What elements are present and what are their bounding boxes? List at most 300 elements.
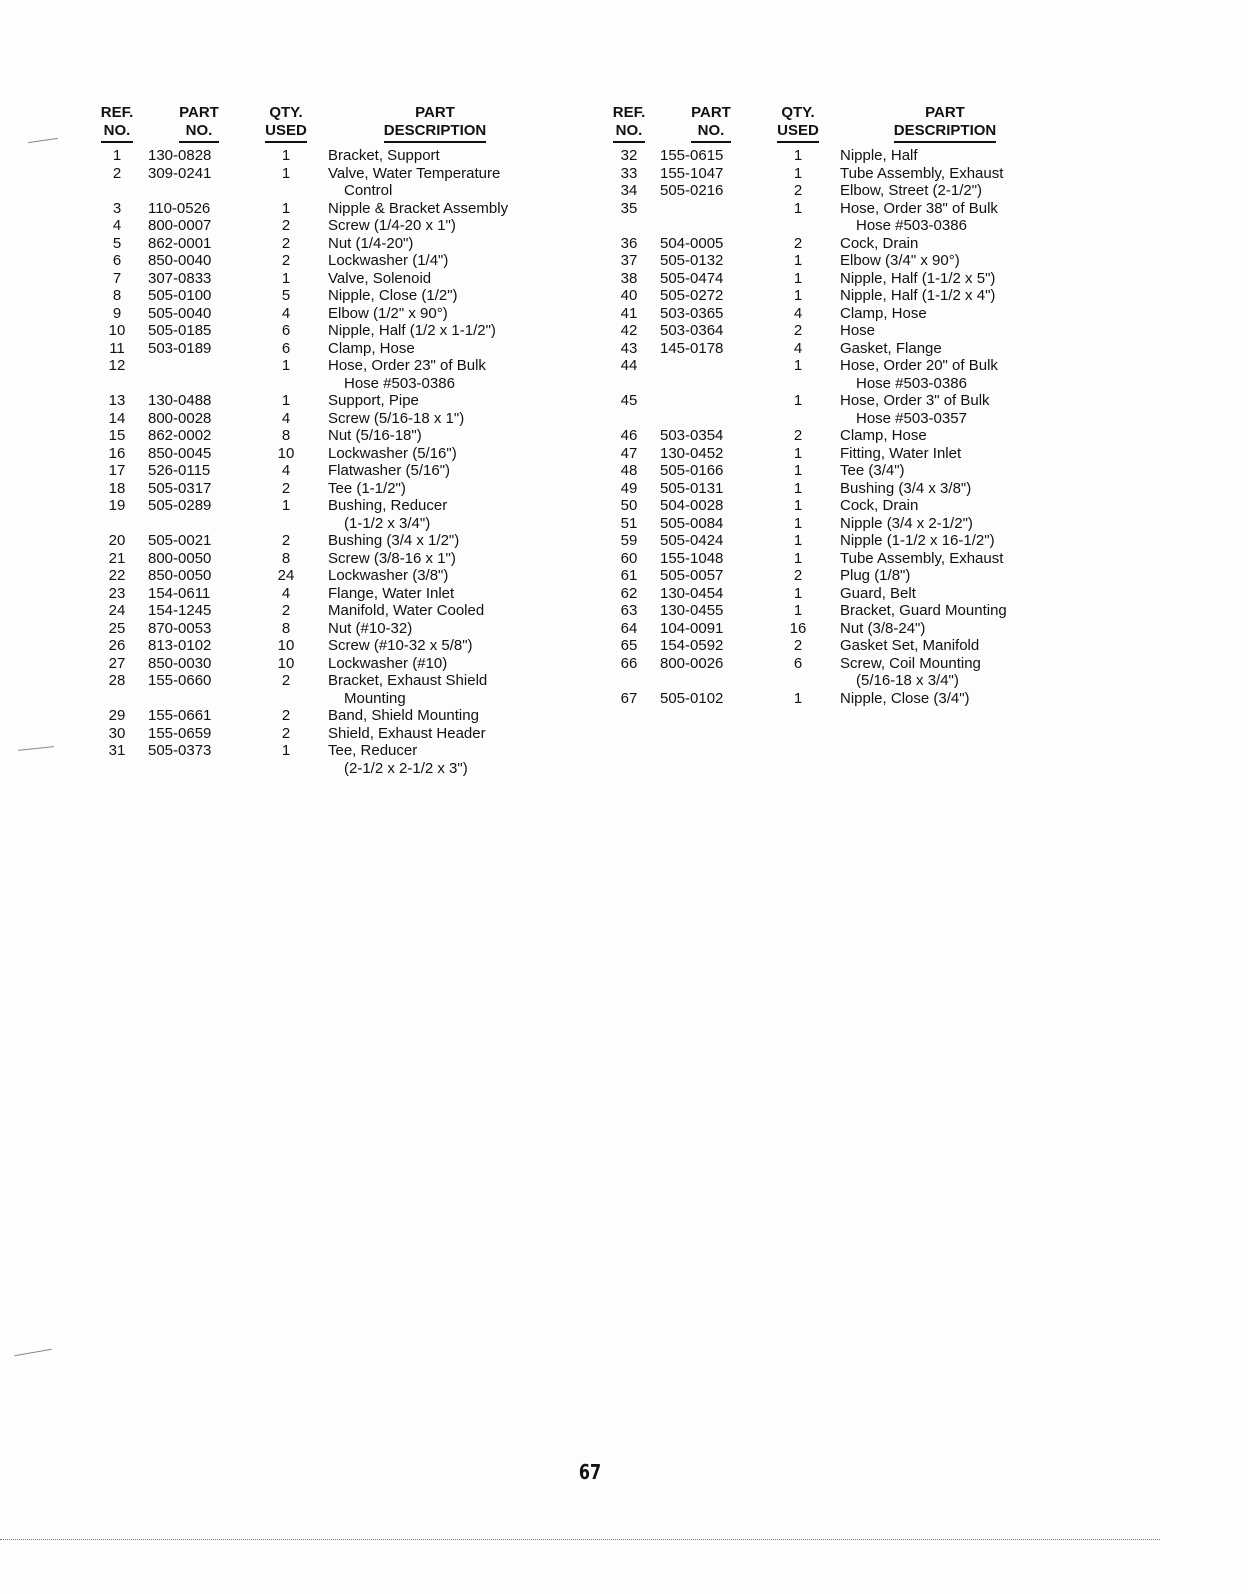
header-part-line2: NO. [697, 122, 725, 139]
part-description [322, 742, 542, 777]
header-desc-line1: PART [415, 104, 455, 121]
part-description [834, 462, 1050, 480]
part-no [654, 200, 762, 235]
ref-no: 19 [108, 497, 126, 514]
part-description [834, 357, 1050, 392]
part-no: 503-0364 [660, 322, 724, 339]
ref-no: 42 [620, 322, 638, 339]
qty-used: 1 [281, 269, 291, 287]
part-no: 503-0365 [660, 304, 724, 322]
part-no: 505-0166 [660, 462, 724, 479]
qty-used: 2 [793, 567, 803, 584]
part-no: 800-0028 [148, 409, 212, 427]
ref-no: 60 [620, 549, 638, 567]
header-ref-line1: REF. [612, 104, 646, 121]
part-no: 155-1048 [660, 549, 724, 567]
table-row [604, 305, 1050, 323]
part-description [322, 340, 542, 358]
description-line: Screw (#10-32 x 5/8") [328, 637, 473, 654]
part-no: 526-0115 [148, 462, 211, 479]
description-continuation: Mounting [344, 689, 406, 707]
table-row [92, 462, 542, 480]
header-desc-line1: PART [925, 104, 965, 121]
table-row [92, 165, 542, 200]
ref-no: 11 [109, 339, 125, 357]
description-continuation: Control [344, 182, 393, 199]
qty-used: 10 [277, 444, 295, 462]
description-continuation: (2-1/2 x 2-1/2 x 3") [344, 759, 468, 777]
qty-used: 1 [793, 479, 803, 497]
ref-no: 67 [620, 689, 638, 707]
part-no: 130-0488 [148, 392, 212, 409]
qty-used: 1 [793, 147, 803, 164]
table-row [92, 410, 542, 428]
ref-no: 15 [108, 427, 126, 444]
part-description [322, 497, 542, 532]
header-ref-line2: NO. [103, 122, 131, 139]
description-line: Nut (1/4-20") [328, 234, 414, 252]
ref-no: 65 [620, 637, 638, 654]
table-row [604, 235, 1050, 253]
part-no: 505-0216 [660, 182, 724, 199]
part-no: 813-0102 [148, 637, 212, 654]
table-row [604, 515, 1050, 533]
part-description [834, 252, 1050, 270]
table-row [604, 480, 1050, 498]
part-description [322, 620, 542, 638]
part-no: 154-0611 [148, 584, 211, 602]
part-no: 505-0289 [148, 497, 212, 514]
part-description [322, 445, 542, 463]
description-line: Gasket, Flange [840, 339, 942, 357]
ref-no: 37 [620, 252, 638, 269]
description-line: Valve, Water Temperature [328, 164, 501, 182]
table-row [92, 672, 542, 707]
part-description [322, 532, 542, 550]
description-line: Screw, Coil Mounting [840, 654, 981, 672]
part-description [322, 200, 542, 218]
part-description [834, 322, 1050, 340]
part-description [834, 655, 1050, 690]
ref-no: 1 [112, 147, 122, 164]
scan-edge-mark [14, 1349, 52, 1357]
table-row [604, 147, 1050, 165]
qty-used: 1 [793, 602, 803, 619]
table-row [92, 357, 542, 392]
table-row [604, 200, 1050, 235]
ref-no: 51 [620, 514, 638, 532]
part-description [322, 427, 542, 445]
table-row [604, 427, 1050, 445]
part-description [834, 147, 1050, 165]
description-line: Clamp, Hose [840, 427, 927, 444]
qty-used: 2 [281, 672, 291, 689]
description-line: Screw (5/16-18 x 1") [328, 409, 465, 427]
ref-no: 21 [108, 549, 126, 567]
part-no [142, 357, 250, 392]
description-line: Hose, Order 20" of Bulk [840, 357, 998, 374]
description-line: Nipple, Half [840, 147, 918, 164]
part-no: 505-0373 [148, 742, 212, 759]
table-row [92, 235, 542, 253]
description-line: Hose [840, 322, 876, 339]
part-description [834, 620, 1050, 638]
ref-no: 35 [620, 199, 638, 217]
table-row [604, 357, 1050, 392]
table-row [92, 602, 542, 620]
part-description [834, 602, 1050, 620]
table-header [604, 104, 1050, 143]
part-no: 130-0452 [660, 444, 724, 462]
part-description [834, 515, 1050, 533]
qty-used: 1 [793, 497, 803, 514]
ref-no: 2 [112, 164, 122, 182]
part-description [322, 217, 542, 235]
ref-no: 31 [108, 742, 126, 759]
part-description [322, 725, 542, 743]
part-no: 504-0005 [660, 234, 724, 252]
ref-no: 34 [620, 182, 638, 199]
qty-used: 1 [793, 584, 803, 602]
qty-used: 1 [281, 497, 291, 514]
description-continuation: (5/16-18 x 3/4") [856, 672, 959, 689]
part-description [834, 637, 1050, 655]
description-line: Nut (3/8-24") [840, 619, 926, 637]
part-description [834, 427, 1050, 445]
part-description [834, 690, 1050, 708]
qty-used: 1 [793, 357, 803, 374]
part-description [834, 340, 1050, 358]
table-row [92, 742, 542, 777]
ref-no: 26 [108, 637, 126, 654]
qty-used: 1 [793, 164, 803, 182]
header-qty-line1: QTY. [781, 104, 815, 121]
ref-no: 64 [620, 619, 638, 637]
description-line: Nipple (3/4 x 2-1/2") [840, 514, 973, 532]
qty-used: 4 [281, 584, 291, 602]
part-no: 503-0189 [148, 339, 212, 357]
description-line: Bushing, Reducer [328, 497, 448, 514]
description-line: Nipple, Close (3/4") [840, 689, 970, 707]
ref-no: 22 [108, 567, 126, 584]
ref-no: 27 [108, 654, 126, 672]
ref-no: 25 [108, 619, 126, 637]
ref-no: 48 [620, 462, 638, 479]
part-no: 505-0474 [660, 269, 724, 287]
part-no: 145-0178 [660, 339, 724, 357]
description-line: Cock, Drain [840, 234, 919, 252]
part-description [322, 672, 542, 707]
description-line: Lockwasher (5/16") [328, 444, 457, 462]
table-row [604, 585, 1050, 603]
part-no: 505-0100 [148, 287, 212, 304]
part-description [834, 270, 1050, 288]
qty-used: 1 [793, 199, 803, 217]
table-row [604, 620, 1050, 638]
qty-used: 2 [793, 637, 803, 654]
description-line: Guard, Belt [840, 584, 916, 602]
qty-used: 1 [793, 269, 803, 287]
table-row [604, 252, 1050, 270]
qty-used: 1 [281, 147, 291, 164]
part-no: 155-1047 [660, 164, 724, 182]
part-description [834, 480, 1050, 498]
part-no: 503-0354 [660, 427, 724, 444]
part-no: 155-0661 [148, 707, 212, 724]
table-row [92, 270, 542, 288]
ref-no: 32 [620, 147, 638, 164]
ref-no: 5 [112, 234, 122, 252]
description-line: Nipple & Bracket Assembly [328, 199, 509, 217]
qty-used: 1 [793, 444, 803, 462]
qty-used: 1 [793, 532, 803, 549]
table-row [604, 340, 1050, 358]
table-row [604, 532, 1050, 550]
qty-used: 6 [281, 322, 291, 339]
scan-bottom-rule [0, 1539, 1160, 1540]
table-header [92, 104, 542, 143]
ref-no: 62 [620, 584, 638, 602]
table-row [92, 532, 542, 550]
part-no: 155-0660 [148, 672, 212, 689]
description-line: Elbow, Street (2-1/2") [840, 182, 983, 199]
description-line: Shield, Exhaust Header [328, 724, 486, 742]
description-line: Lockwasher (3/8") [328, 567, 449, 584]
description-line: Nipple, Half (1-1/2 x 5") [840, 269, 996, 287]
description-line: Manifold, Water Cooled [328, 602, 485, 619]
part-description [322, 322, 542, 340]
table-row [92, 200, 542, 218]
description-line: Elbow (3/4" x 90°) [840, 252, 960, 269]
part-no: 309-0241 [148, 164, 212, 182]
header-ref-line1: REF. [100, 104, 134, 121]
ref-no: 38 [620, 269, 638, 287]
part-no: 850-0045 [148, 444, 212, 462]
table-row [604, 445, 1050, 463]
header-desc-line2: DESCRIPTION [383, 122, 487, 139]
qty-used: 8 [281, 619, 291, 637]
ref-no: 40 [620, 287, 638, 304]
description-line: Hose, Order 23" of Bulk [328, 357, 486, 374]
qty-used: 4 [281, 409, 291, 427]
ref-no: 4 [112, 217, 122, 234]
description-line: Cock, Drain [840, 497, 919, 514]
part-no: 850-0050 [148, 567, 212, 584]
qty-used: 2 [281, 532, 291, 549]
ref-no: 36 [620, 234, 638, 252]
table-row [92, 585, 542, 603]
qty-used: 2 [281, 234, 291, 252]
part-description [834, 182, 1050, 200]
description-line: Band, Shield Mounting [328, 707, 479, 724]
description-line: Bracket, Support [328, 147, 440, 164]
ref-no: 14 [108, 409, 126, 427]
qty-used: 24 [277, 567, 295, 584]
header-qty-line2: USED [265, 122, 307, 139]
ref-no: 23 [108, 584, 126, 602]
description-continuation: Hose #503-0386 [344, 374, 455, 392]
table-row [92, 445, 542, 463]
table-row [92, 392, 542, 410]
part-no: 104-0091 [660, 619, 724, 637]
part-no: 505-0057 [660, 567, 724, 584]
header-qty-line1: QTY. [269, 104, 303, 121]
description-line: Elbow (1/2" x 90°) [328, 304, 448, 322]
header-part-line2: NO. [185, 122, 213, 139]
description-continuation: Hose #503-0386 [856, 374, 967, 392]
part-no: 130-0828 [148, 147, 212, 164]
header-desc-line2: DESCRIPTION [893, 122, 997, 139]
part-description [834, 585, 1050, 603]
part-no: 505-0040 [148, 304, 212, 322]
part-description [322, 550, 542, 568]
description-line: Fitting, Water Inlet [840, 444, 962, 462]
part-no [654, 357, 762, 392]
part-description [322, 252, 542, 270]
qty-used: 1 [281, 199, 291, 217]
ref-no: 8 [112, 287, 122, 304]
part-no: 130-0455 [660, 602, 724, 619]
part-description [322, 585, 542, 603]
ref-no: 45 [620, 392, 638, 409]
ref-no: 7 [112, 269, 122, 287]
part-no: 800-0050 [148, 549, 212, 567]
qty-used: 1 [793, 252, 803, 269]
header-qty-line2: USED [777, 122, 819, 139]
description-line: Hose, Order 38" of Bulk [840, 199, 998, 217]
part-description [834, 235, 1050, 253]
part-description [322, 567, 542, 585]
table-row [604, 462, 1050, 480]
qty-used: 6 [793, 654, 803, 672]
part-no [654, 392, 762, 427]
qty-used: 10 [277, 637, 295, 654]
table-row [92, 480, 542, 498]
table-row [92, 305, 542, 323]
ref-no: 29 [108, 707, 126, 724]
table-row [604, 690, 1050, 708]
description-line: Clamp, Hose [328, 339, 415, 357]
ref-no: 49 [620, 479, 638, 497]
ref-no: 50 [620, 497, 638, 514]
ref-no: 6 [112, 252, 122, 269]
table-row [92, 550, 542, 568]
qty-used: 2 [281, 724, 291, 742]
part-no: 850-0030 [148, 654, 212, 672]
ref-no: 24 [108, 602, 126, 619]
part-no: 505-0424 [660, 532, 724, 549]
ref-no: 61 [620, 567, 638, 584]
part-description [322, 305, 542, 323]
description-line: Bracket, Guard Mounting [840, 602, 1007, 619]
part-no: 505-0131 [660, 479, 724, 497]
part-description [322, 235, 542, 253]
qty-used: 4 [281, 304, 291, 322]
rows-left [92, 147, 542, 777]
scan-edge-mark [28, 138, 58, 143]
ref-no: 63 [620, 602, 638, 619]
qty-used: 16 [789, 619, 807, 637]
table-row [604, 567, 1050, 585]
table-row [604, 322, 1050, 340]
part-description [834, 550, 1050, 568]
table-row [604, 270, 1050, 288]
description-line: Bracket, Exhaust Shield [328, 672, 488, 689]
table-row [92, 707, 542, 725]
qty-used: 4 [793, 339, 803, 357]
part-no: 800-0007 [148, 217, 212, 234]
qty-used: 1 [793, 462, 803, 479]
description-line: Tee (1-1/2") [328, 479, 406, 497]
table-row [92, 287, 542, 305]
part-description [322, 707, 542, 725]
ref-no: 10 [108, 322, 126, 339]
part-description [834, 305, 1050, 323]
qty-used: 1 [281, 742, 291, 759]
description-line: Bushing (3/4 x 3/8") [840, 479, 972, 497]
description-line: Hose, Order 3" of Bulk [840, 392, 990, 409]
ref-no: 33 [620, 164, 638, 182]
table-row [604, 165, 1050, 183]
ref-no: 13 [108, 392, 126, 409]
part-no: 110-0526 [148, 199, 211, 217]
ref-no: 20 [108, 532, 126, 549]
description-line: Screw (1/4-20 x 1") [328, 217, 456, 234]
description-line: Nut (#10-32) [328, 619, 413, 637]
part-no: 505-0185 [148, 322, 212, 339]
table-row [92, 217, 542, 235]
part-no: 130-0454 [660, 584, 724, 602]
page-number: 67 [578, 1460, 602, 1484]
table-row [92, 655, 542, 673]
description-line: Tube Assembly, Exhaust [840, 164, 1004, 182]
part-description [322, 270, 542, 288]
qty-used: 4 [281, 462, 291, 479]
qty-used: 2 [281, 252, 291, 269]
qty-used: 10 [277, 654, 295, 672]
part-no: 154-1245 [148, 602, 212, 619]
qty-used: 5 [281, 287, 291, 304]
part-no: 505-0102 [660, 689, 724, 707]
part-description [834, 567, 1050, 585]
table-row [92, 322, 542, 340]
part-no: 155-0615 [660, 147, 724, 164]
qty-used: 1 [281, 357, 291, 374]
part-no: 862-0002 [148, 427, 212, 444]
part-description [322, 637, 542, 655]
part-description [834, 532, 1050, 550]
parts-table-left [92, 104, 542, 777]
qty-used: 8 [281, 427, 291, 444]
table-row [92, 725, 542, 743]
ref-no: 18 [108, 479, 126, 497]
table-row [604, 287, 1050, 305]
description-line: Tee (3/4") [840, 462, 905, 479]
scan-edge-mark [18, 746, 54, 751]
qty-used: 1 [793, 689, 803, 707]
part-description [322, 462, 542, 480]
qty-used: 1 [281, 164, 291, 182]
ref-no: 44 [620, 357, 638, 374]
ref-no: 3 [112, 199, 122, 217]
table-row [92, 620, 542, 638]
part-description [322, 655, 542, 673]
part-no: 505-0272 [660, 287, 724, 304]
description-line: Tube Assembly, Exhaust [840, 549, 1004, 567]
qty-used: 2 [281, 707, 291, 724]
ref-no: 30 [108, 724, 126, 742]
part-description [834, 200, 1050, 235]
